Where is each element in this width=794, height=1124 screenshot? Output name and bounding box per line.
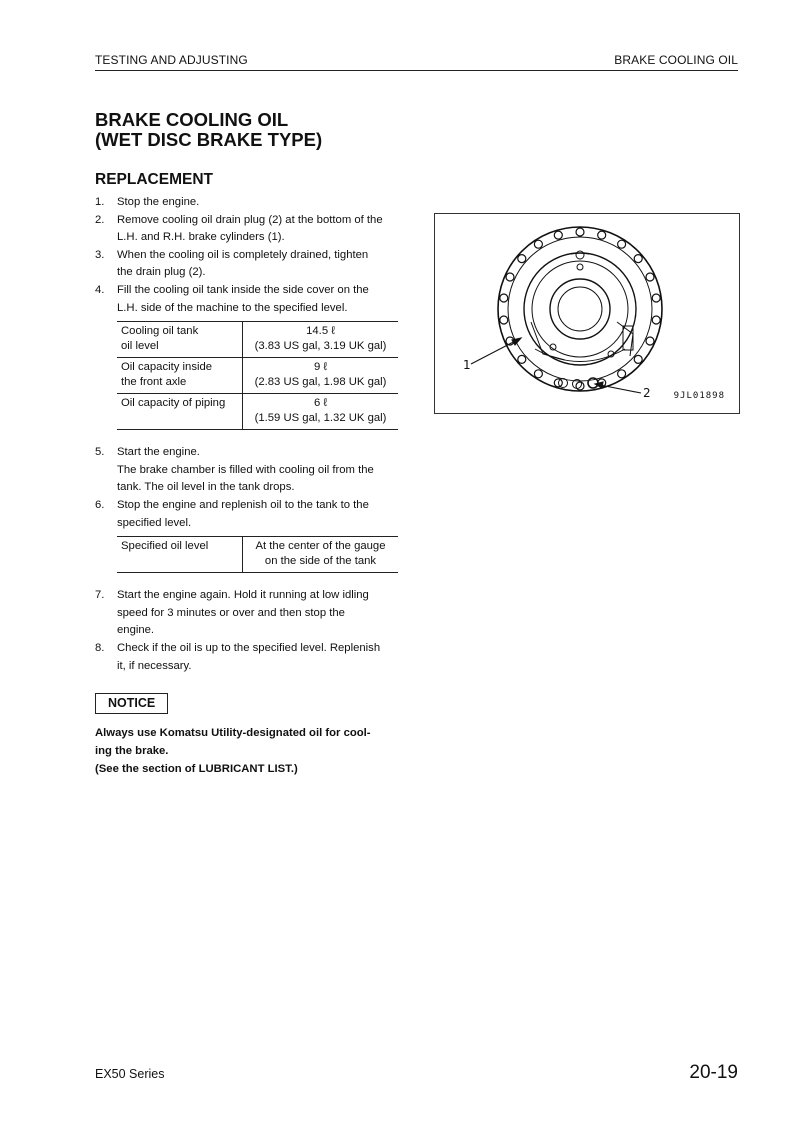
bolt-hole (634, 255, 642, 263)
step-text: Fill the cooling oil tank inside the side cover on the (117, 283, 369, 296)
oil-level-table (117, 536, 398, 573)
notice-line: (See the section of LUBRICANT LIST.) (95, 763, 298, 776)
step-text: Remove cooling oil drain plug (2) at the bottom of the (117, 213, 383, 226)
title-line-1: BRAKE COOLING OIL (95, 109, 289, 130)
bolt-hole (652, 294, 660, 302)
cell-text: At the center of the gauge (255, 540, 386, 553)
table-cell-label (117, 394, 243, 430)
brake-cylinder-drawing (435, 214, 739, 413)
page-number: 20-19 (689, 1062, 738, 1083)
step-text: Check if the oil is up to the specified level. Replenish (117, 641, 381, 654)
header-rule (95, 70, 738, 71)
steps-list (95, 194, 398, 675)
table-cell-value (243, 322, 399, 358)
callout-2: 2 (643, 386, 651, 400)
step-item (95, 587, 398, 640)
brake-cylinder-figure (434, 213, 740, 414)
bolt-hole (646, 273, 654, 281)
step-text: tank. The oil level in the tank drops. (117, 481, 295, 494)
step-number: 3. (95, 248, 105, 261)
bolt-hole (576, 228, 584, 236)
bolt-hole (518, 255, 526, 263)
step-item (95, 212, 398, 247)
step-number: 7. (95, 589, 105, 602)
table-cell-label (117, 537, 243, 573)
bolt-hole (534, 370, 542, 378)
bolt-hole (554, 231, 562, 239)
bolt-hole (634, 355, 642, 363)
step-text: The brake chamber is filled with cooling oil from the (117, 463, 374, 476)
notice-text (95, 724, 398, 778)
cell-text: on the side of the tank (264, 555, 377, 568)
step-text: Start the engine again. Hold it running at low idling (117, 589, 369, 602)
step-item (95, 497, 398, 573)
cell-text: (3.83 US gal, 3.19 UK gal) (254, 340, 387, 353)
step-item (95, 282, 398, 430)
step-item (95, 444, 398, 497)
bolt-hole (518, 355, 526, 363)
table-row (117, 394, 398, 430)
step-text: When the cooling oil is completely drained, tighten (117, 248, 369, 261)
table-cell-label (117, 322, 243, 358)
bolt-hole (618, 240, 626, 248)
step-number: 4. (95, 283, 105, 296)
step-item (95, 194, 398, 212)
bolt-hole (500, 294, 508, 302)
step-number: 5. (95, 446, 105, 459)
table-cell-value (243, 358, 399, 394)
notice-line: Always use Komatsu Utility-designated oil for cool- (95, 727, 371, 740)
table-cell-value (243, 394, 399, 430)
step-number: 1. (95, 196, 105, 208)
step-number: 2. (95, 213, 105, 226)
bolt-hole (618, 370, 626, 378)
left-column (95, 110, 398, 778)
callout-1: 1 (463, 358, 471, 372)
table-row (117, 537, 398, 573)
cell-text: Oil capacity inside (121, 361, 213, 374)
section-heading: REPLACEMENT (95, 171, 213, 188)
cell-text: (2.83 US gal, 1.98 UK gal) (254, 376, 387, 389)
step-text: the drain plug (2). (117, 266, 206, 279)
bolt-hole (646, 337, 654, 345)
step-item (95, 640, 398, 675)
bolt-hole (652, 316, 660, 324)
table-cell-label (117, 358, 243, 394)
cell-text: 9 ℓ (313, 361, 328, 374)
step-text: engine. (117, 624, 155, 637)
figure-code: 9JL01898 (673, 391, 725, 401)
step-text: L.H. and R.H. brake cylinders (1). (117, 231, 285, 244)
cell-text: (1.59 US gal, 1.32 UK gal) (254, 412, 387, 425)
title-line-2: (WET DISC BRAKE TYPE) (95, 129, 323, 150)
page-title (95, 110, 398, 150)
footer-series: EX50 Series (95, 1067, 165, 1081)
step-text: it, if necessary. (117, 659, 192, 672)
step-text: L.H. side of the machine to the specified level. (117, 301, 348, 314)
capacity-table (117, 321, 398, 430)
bolt-hole (506, 273, 514, 281)
notice-line: ing the brake. (95, 745, 169, 758)
cell-text: the front axle (121, 376, 187, 389)
notice-label: NOTICE (95, 693, 168, 714)
step-number: 6. (95, 498, 105, 511)
cell-text: 14.5 ℓ (306, 325, 335, 338)
cell-text: oil level (121, 340, 159, 353)
cell-text: Specified oil level (121, 540, 209, 553)
step-text: Stop the engine. (117, 196, 200, 208)
bolt-hole (534, 240, 542, 248)
step-text: specified level. (117, 516, 192, 529)
header-left: TESTING AND ADJUSTING (95, 53, 248, 67)
cell-text: 6 ℓ (313, 397, 328, 410)
table-row (117, 358, 398, 394)
step-text: speed for 3 minutes or over and then stop the (117, 606, 345, 619)
step-text: Stop the engine and replenish oil to the tank to the (117, 498, 369, 511)
step-number: 8. (95, 641, 105, 654)
table-cell-value (243, 537, 399, 573)
table-row (117, 322, 398, 358)
header-right: BRAKE COOLING OIL (614, 53, 738, 67)
cell-text: Oil capacity of piping (121, 397, 226, 410)
step-text: Start the engine. (117, 446, 200, 459)
cell-text: Cooling oil tank (121, 325, 199, 338)
bolt-hole (598, 231, 606, 239)
step-item (95, 247, 398, 282)
bolt-hole (500, 316, 508, 324)
